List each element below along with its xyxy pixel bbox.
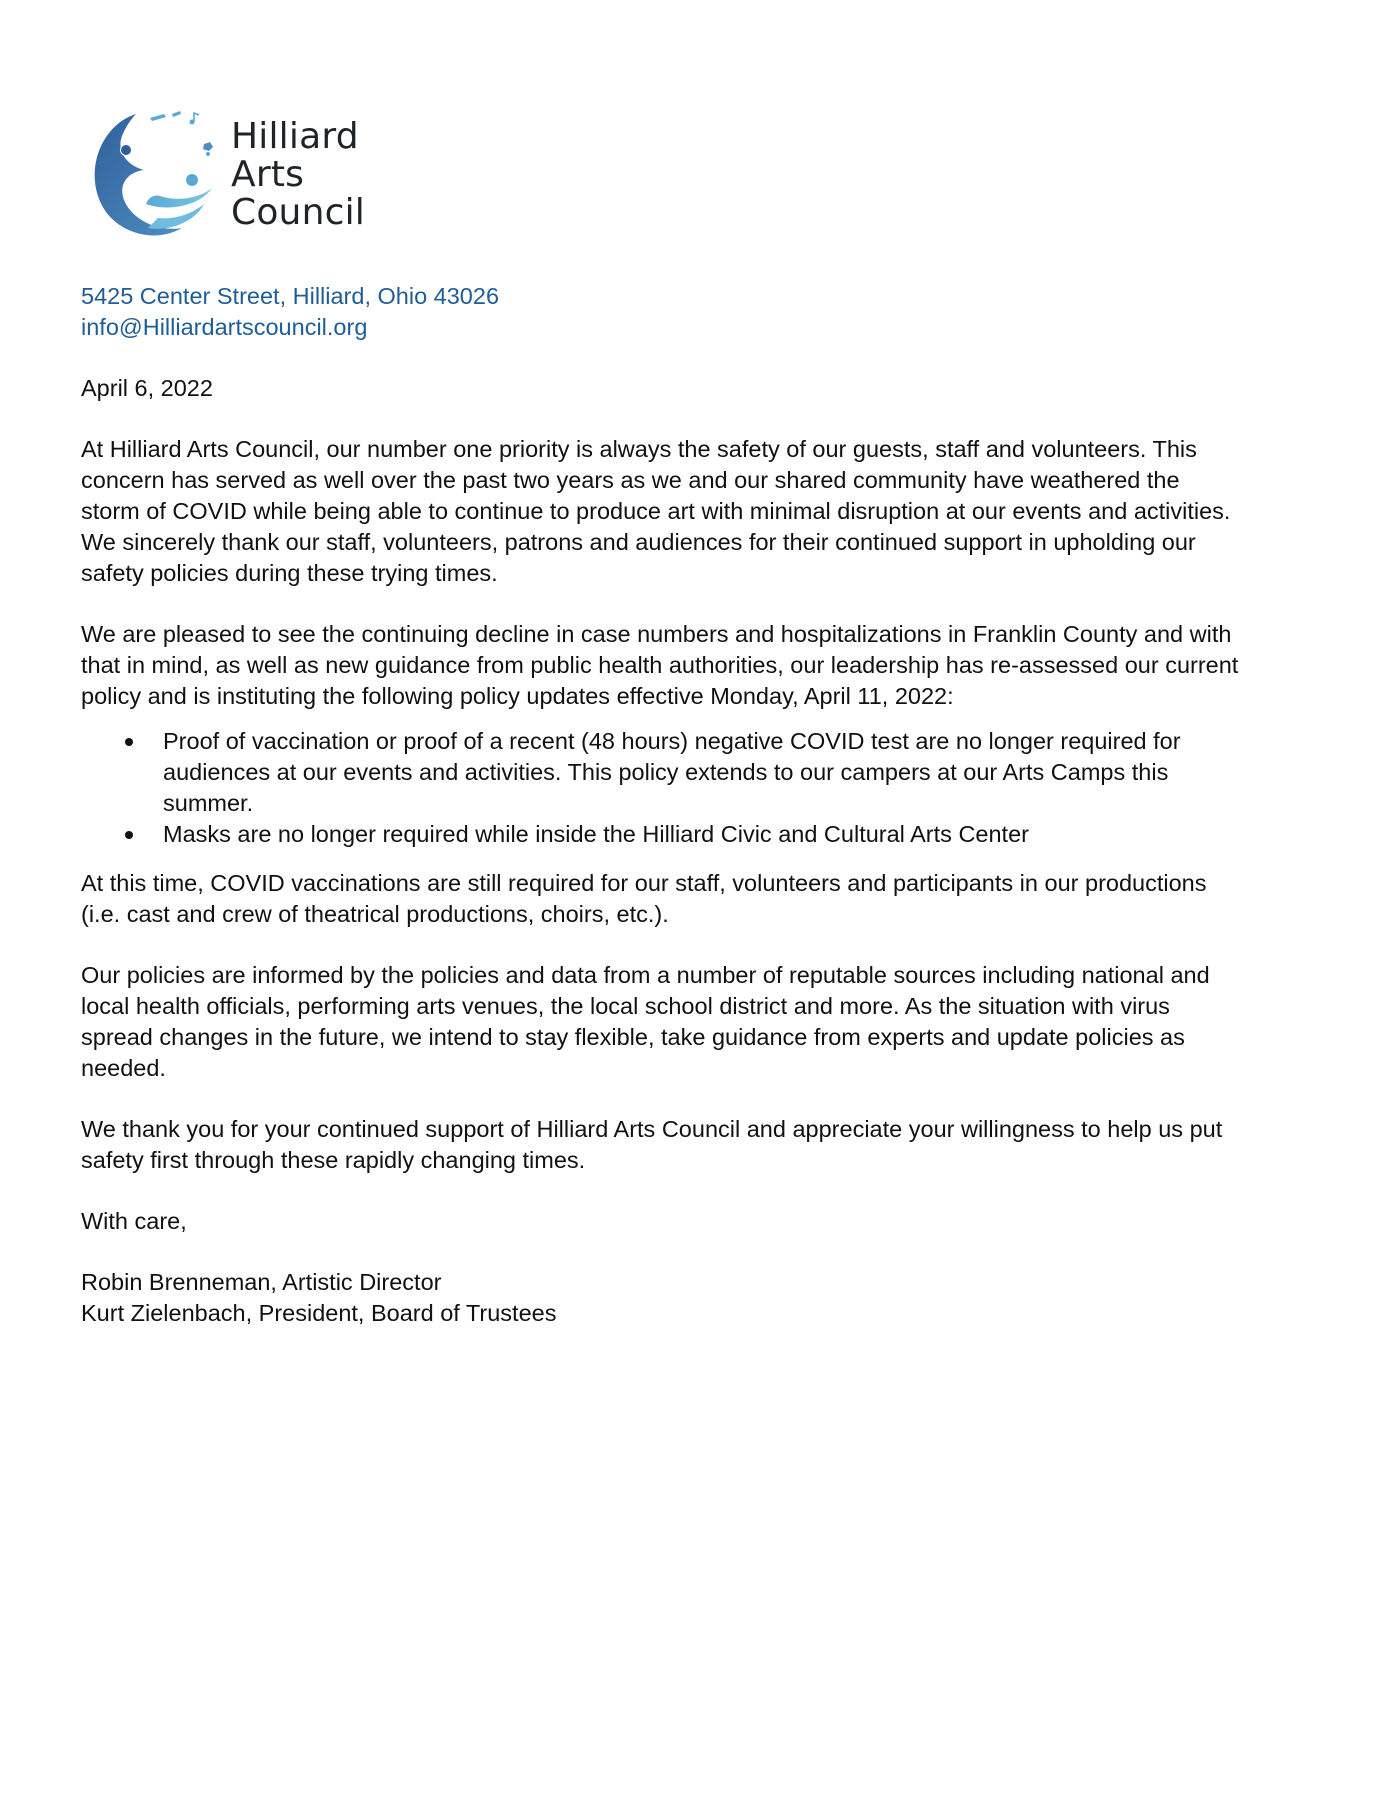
paragraph-intro: At Hilliard Arts Council, our number one priority is always the safety of our guests, staff and volunteers. This concern has served as well over the past two years as we and our shared community have weathered the storm of COVID while being able to continue to produce art with minimal disruption at our events and activities. We sincerely thank our staff, volunteers, patrons and audiences for their continued support in upholding our safety policies during these trying times.: [81, 436, 1231, 586]
paragraph-thanks: We thank you for your continued support of Hilliard Arts Council and appreciate your willingness to help us put safety first through these rapidly changing times.: [81, 1116, 1223, 1173]
policy-list: [81, 726, 1241, 850]
closing: With care,: [81, 1208, 187, 1234]
org-name-line-1: Hilliard: [231, 116, 359, 157]
policy-item: Masks are no longer required while inside the Hilliard Civic and Cultural Arts Center: [163, 819, 1241, 850]
policy-item: Proof of vaccination or proof of a recent (48 hours) negative COVID test are no longer required for audiences at our events and activities. This policy extends to our campers at our Arts Camps this summer.: [163, 726, 1241, 819]
contact-block: [81, 281, 499, 343]
letter-date: April 6, 2022: [81, 375, 213, 401]
paragraph-vaccination: At this time, COVID vaccinations are still required for our staff, volunteers and participants in our productions (i.e. cast and crew of theatrical productions, choirs, etc.).: [81, 870, 1207, 927]
paragraph-policy-update: We are pleased to see the continuing decline in case numbers and hospitalizations in Franklin County and with that in mind, as well as new guidance from public health authorities, our leadership has re-assessed our current policy and is instituting the following policy updates effective Monday, April 11, 2022:: [81, 621, 1239, 709]
figure-in-circle-logo-icon: [88, 108, 228, 243]
org-logo: [88, 108, 378, 243]
org-name-line-2: Arts: [231, 154, 305, 195]
address: 5425 Center Street, Hilliard, Ohio 43026: [81, 283, 500, 309]
signatory: Robin Brenneman, Artistic Director: [81, 1269, 442, 1295]
paragraph-sources: Our policies are informed by the policies and data from a number of reputable sources including national and local health officials, performing arts venues, the local school district and more. As the situation with virus spread changes in the future, we intend to stay flexible, take guidance from experts and update policies as needed.: [81, 962, 1210, 1081]
org-name: [231, 118, 365, 232]
letter-body: [81, 373, 1241, 1329]
org-name-line-3: Council: [231, 192, 365, 233]
email-link[interactable]: info@Hilliardartscouncil.org: [81, 314, 368, 340]
signature-block: [81, 1267, 1241, 1329]
signatory: Kurt Zielenbach, President, Board of Trustees: [81, 1300, 557, 1326]
